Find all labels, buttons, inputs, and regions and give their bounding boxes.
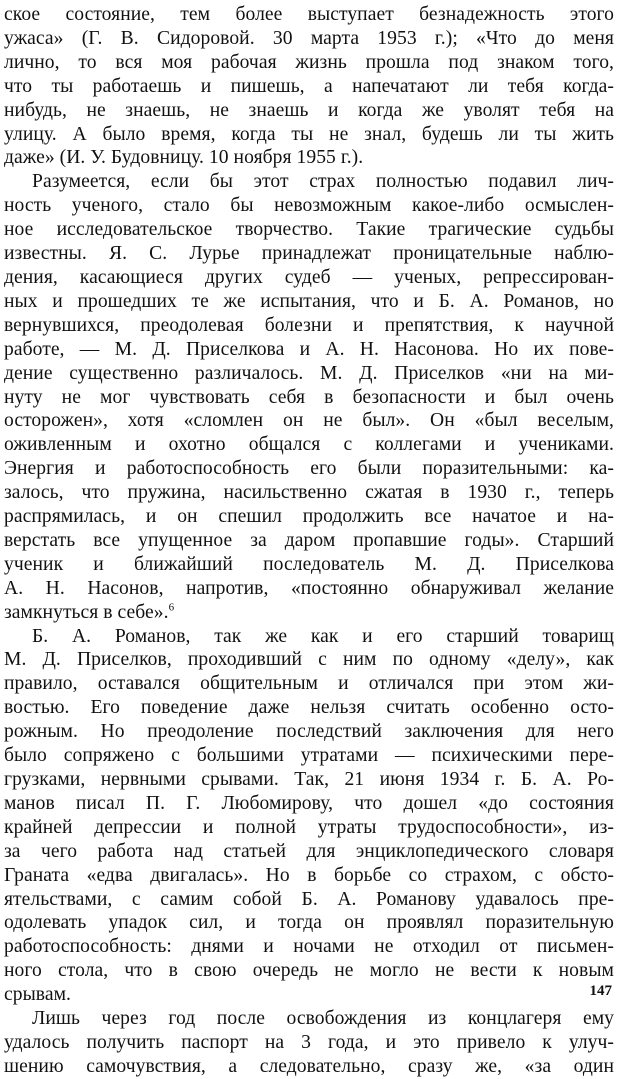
text-line: Б. А. Романов, так же как и его старший товарищ bbox=[32, 625, 614, 647]
text-line: дения, касающиеся других судеб — ученых, репрессирован- bbox=[4, 266, 614, 288]
text-line: Граната «едва двигалась». Но в борьбе со страхом, с обсто- bbox=[4, 864, 614, 886]
text-line: востью. Его поведение даже нельзя считать особенно осто- bbox=[4, 697, 614, 719]
footnote-marker: 6 bbox=[168, 601, 175, 614]
text-line: правило, оставался общительным и отличался при этом жи- bbox=[4, 673, 614, 695]
text-line: Разумеется, если бы этот страх полностью подавил лич- bbox=[32, 171, 614, 193]
text-line: вернувшихся, преодолевая болезни и препятствия, к научной bbox=[4, 314, 614, 336]
text-line: ность ученого, стало бы невозможным какое-либо осмыслен- bbox=[4, 195, 614, 217]
paragraph bbox=[4, 625, 614, 1008]
text-line-wrapper bbox=[4, 601, 614, 625]
text-line: крайней депрессии и полной утраты трудоспособности», из- bbox=[4, 816, 614, 838]
body-text bbox=[4, 3, 614, 1079]
text-line: лично, то вся моя рабочая жизнь прошла под знаком того, bbox=[4, 51, 614, 73]
text-line: ужаса» (Г. В. Сидоровой. 30 марта 1953 г.); «Что до меня bbox=[4, 27, 614, 49]
page-number: 147 bbox=[589, 983, 612, 999]
text-line: ское состояние, тем более выступает безнадежность этого bbox=[4, 4, 614, 25]
text-line: рожным. Но преодоление последствий заключения для него bbox=[4, 721, 614, 743]
paragraph bbox=[4, 3, 614, 170]
text-line: работе, — М. Д. Приселкова и А. Н. Насонова. Но их пове- bbox=[4, 338, 614, 360]
text-line: срывам. bbox=[4, 984, 71, 1006]
text-line: замкнуться в себе». bbox=[4, 601, 169, 623]
text-line: что ты работаешь и пишешь, а напечатают ли тебя когда- bbox=[4, 75, 614, 97]
text-line: Лишь через год после освобождения из концлагеря ему bbox=[32, 1008, 614, 1030]
text-line: манов писал П. Г. Любомирову, что дошел «до состояния bbox=[4, 792, 614, 814]
text-line: удалось получить паспорт на 3 года, и это привело к улуч- bbox=[4, 1031, 614, 1053]
text-line: одолевать упадок сил, и тогда он проявлял поразительную bbox=[4, 912, 614, 934]
text-line: нуту не мог чувствовать себя в безопасности и был очень bbox=[4, 386, 614, 408]
text-line: улицу. А было время, когда ты не знал, будешь ли ты жить bbox=[4, 123, 614, 145]
text-line: ных и прошедших те же испытания, что и Б. А. Романов, но bbox=[4, 290, 614, 312]
text-line: ного стола, что в свою очередь не могло не вести к новым bbox=[4, 960, 614, 982]
text-line: осторожен», хотя «сломлен он не был». Он «был веселым, bbox=[4, 410, 614, 432]
text-line: залось, что пружина, насильственно сжатая в 1930 г., теперь bbox=[4, 482, 614, 504]
text-line: шению самочувствия, а следовательно, сразу же, «за один bbox=[4, 1055, 614, 1077]
text-line: даже» (И. У. Будовницу. 10 ноября 1955 г.). bbox=[4, 147, 364, 169]
text-line: работоспособность: днями и ночами не отходил от письмен- bbox=[4, 936, 614, 958]
text-line: за чего работа над статьей для энциклопедического словаря bbox=[4, 840, 614, 862]
text-line: известны. Я. С. Лурье принадлежат проницательные наблю- bbox=[4, 243, 614, 265]
text-line: М. Д. Приселков, проходивший с ним по одному «делу», как bbox=[4, 649, 614, 671]
text-line: оживленным и охотно общался с коллегами и учениками. bbox=[4, 434, 614, 456]
text-line: распрямилась, и он спешил продолжить все начатое и на- bbox=[4, 506, 614, 528]
text-line: дение существенно различалось. М. Д. Приселков «ни на ми- bbox=[4, 362, 614, 384]
text-line: ное исследовательское творчество. Такие трагические судьбы bbox=[4, 219, 614, 241]
text-line: ятельствами, с самим собой Б. А. Романову удавалось пре- bbox=[4, 888, 614, 910]
text-line: верстать все упущенное за даром пропавшие годы». Старший bbox=[4, 529, 614, 551]
text-line: ученик и ближайший последователь М. Д. Приселкова bbox=[4, 553, 614, 575]
text-line: Энергия и работоспособность его были поразительными: ка- bbox=[4, 458, 614, 480]
text-line: нибудь, не знаешь, не знаешь и когда же уволят тебя на bbox=[4, 99, 614, 121]
text-line: было сопряжено с большими утратами — психическими пере- bbox=[4, 745, 614, 767]
paragraph bbox=[4, 1007, 614, 1079]
text-line: А. Н. Насонов, напротив, «постоянно обнаруживал желание bbox=[4, 577, 614, 599]
text-line: грузками, нервными срывами. Так, 21 июня 1934 г. Б. А. Ро- bbox=[4, 769, 614, 790]
paragraph bbox=[4, 170, 614, 624]
